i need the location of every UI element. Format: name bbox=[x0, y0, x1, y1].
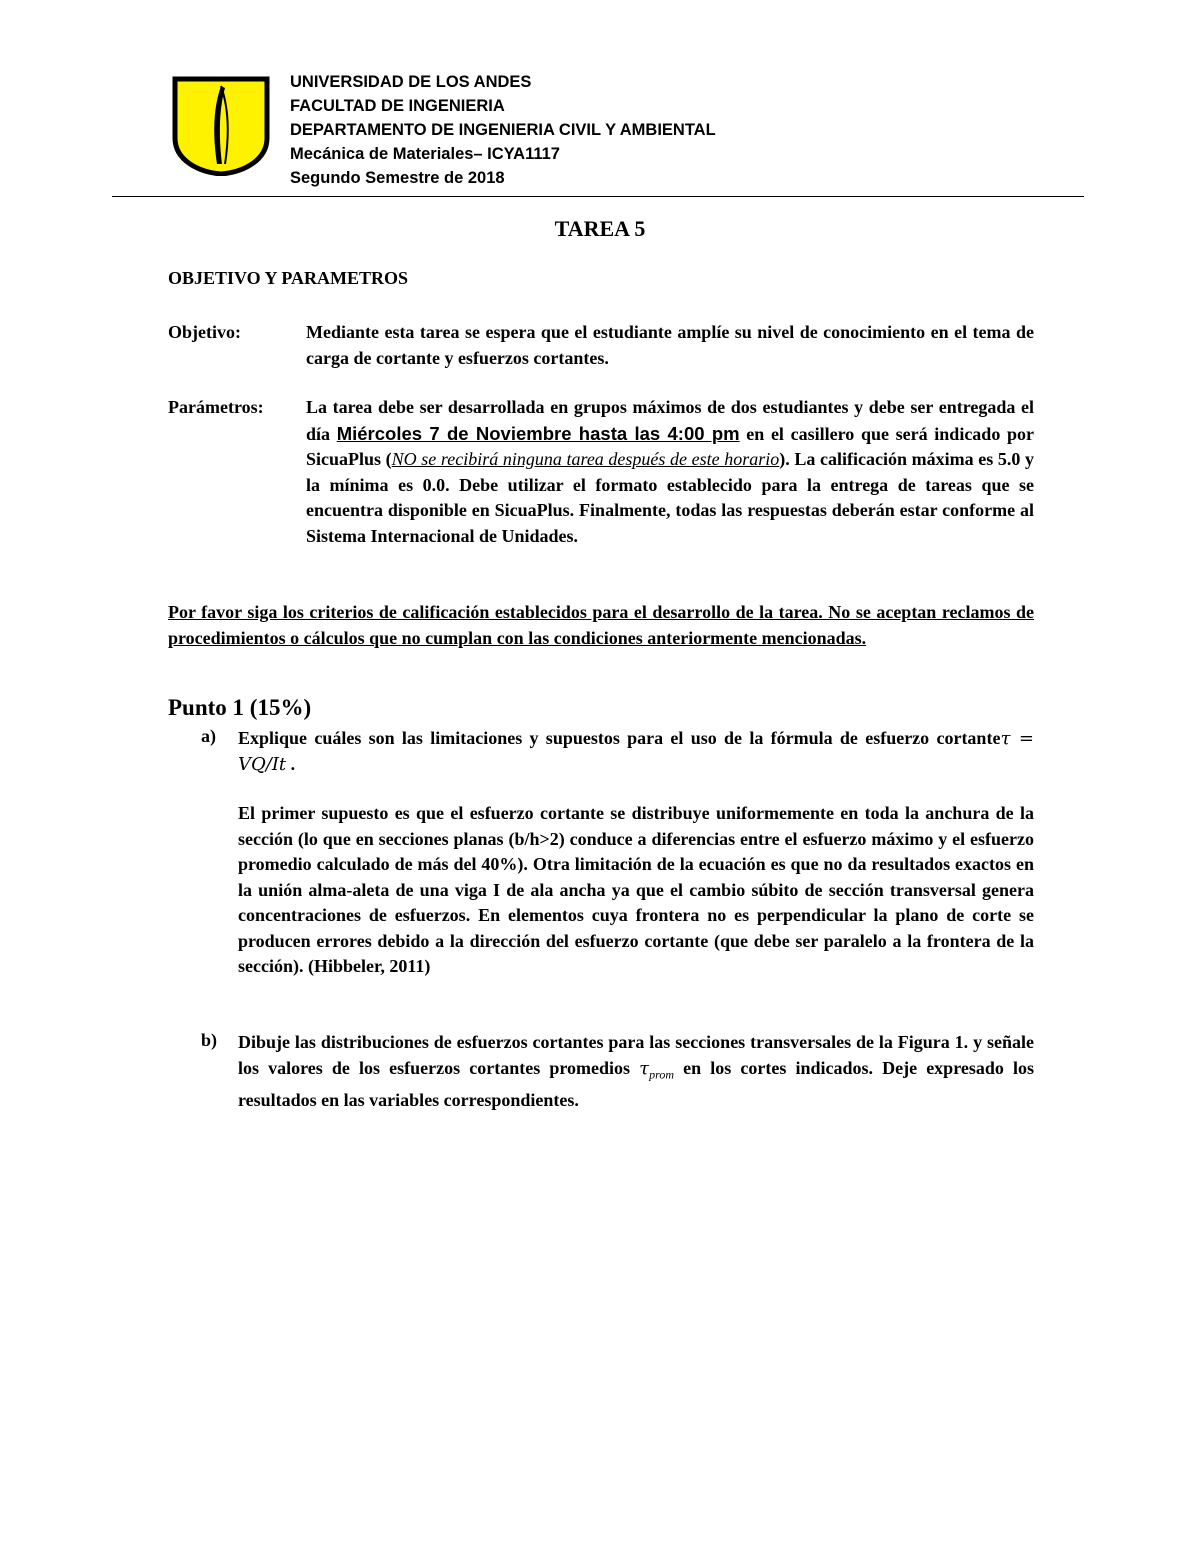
item-b-part1: Dibuje las distribuciones de esfuerzos cortantes para las secciones transversales de la Figura 1. y señale los valores de los esfuerzos cortantes promedios bbox=[238, 1032, 1034, 1078]
header-course: Mecánica de Materiales– ICYA1117 bbox=[290, 145, 560, 163]
parametros-part1: La tarea debe ser desarrollada en grupos máximos de dos estudiantes y debe ser entregada el día bbox=[306, 397, 1034, 444]
grading-notice: Por favor siga los criterios de calificación establecidos para el desarrollo de la tarea. No se aceptan reclamos de procedimientos o cálculos que no cumplan con las condiciones anteriormente mencionadas. bbox=[168, 602, 1034, 648]
tau-symbol: τ bbox=[639, 1057, 650, 1079]
punto1-heading: Punto 1 (15%) bbox=[168, 695, 312, 720]
item-b-letter: b) bbox=[201, 1030, 218, 1050]
header-faculty: FACULTAD DE INGENIERIA bbox=[290, 97, 505, 115]
section-heading: OBJETIVO Y PARAMETROS bbox=[168, 268, 408, 288]
objetivo-text: Mediante esta tarea se espera que el estudiante amplíe su nivel de conocimiento en el tema de carga de cortante y esfuerzos cortantes. bbox=[306, 322, 1034, 368]
header-semester: Segundo Semestre de 2018 bbox=[290, 169, 505, 187]
parametros-part3: ). La calificación máxima es 5.0 y la mínima es 0.0. Debe utilizar el formato establecido para la entrega de tareas que se encuentra disponible en SicuaPlus. Finalmente, todas las respuestas deberán estar conforme al Sistema Internacional de Unidades. bbox=[306, 449, 1034, 546]
item-a-question: Explique cuáles son las limitaciones y supuestos para el uso de la fórmula de esfuerzo cortante bbox=[238, 728, 1001, 748]
header-block bbox=[290, 70, 716, 190]
late-warning: NO se recibirá ninguna tarea después de este horario bbox=[391, 449, 780, 469]
header-divider bbox=[112, 196, 1084, 197]
parametros-part2: en el casillero que será indicado por SicuaPlus ( bbox=[306, 423, 1034, 469]
item-b-text bbox=[238, 1030, 1034, 1113]
parametros-label: Parámetros: bbox=[168, 397, 264, 417]
item-a-answer: El primer supuesto es que el esfuerzo cortante se distribuye uniformemente en toda la anchura de la sección (lo que en secciones planas (b/h>2) conduce a diferencias entre el esfuerzo máximo y el esfuerzo promedio calculado de más del 40%). Otra limitación de la ecuación es que no da resultados exactos en la unión alma-aleta de una viga I de ala ancha ya que el cambio súbito de sección transversal genera concentraciones de esfuerzos. En elementos cuya frontera no es perpendicular la plano de corte se producen errores debido a la dirección del esfuerzo cortante (que debe ser paralelo a la frontera de la sección). (Hibbeler, 2011) bbox=[238, 803, 1034, 976]
tau-subscript: prom bbox=[649, 1067, 674, 1082]
shear-formula: τ = VQ/It bbox=[238, 728, 1034, 775]
item-a-letter: a) bbox=[201, 726, 216, 746]
item-b-part2: en los cortes indicados. Deje expresado los resultados en las variables correspondientes. bbox=[238, 1057, 1034, 1110]
parametros-text bbox=[306, 395, 1034, 549]
item-a-end: . bbox=[286, 753, 296, 774]
page-title: TAREA 5 bbox=[554, 216, 646, 241]
header-university: UNIVERSIDAD DE LOS ANDES bbox=[290, 73, 532, 91]
university-logo bbox=[172, 76, 270, 176]
university-shield-icon bbox=[172, 76, 270, 176]
item-a-text bbox=[238, 726, 1034, 777]
objetivo-label: Objetivo: bbox=[168, 322, 241, 342]
deadline-text: Miércoles 7 de Noviembre hasta las 4:00 pm bbox=[336, 422, 740, 444]
header-department: DEPARTAMENTO DE INGENIERIA CIVIL Y AMBIENTAL bbox=[290, 121, 716, 139]
